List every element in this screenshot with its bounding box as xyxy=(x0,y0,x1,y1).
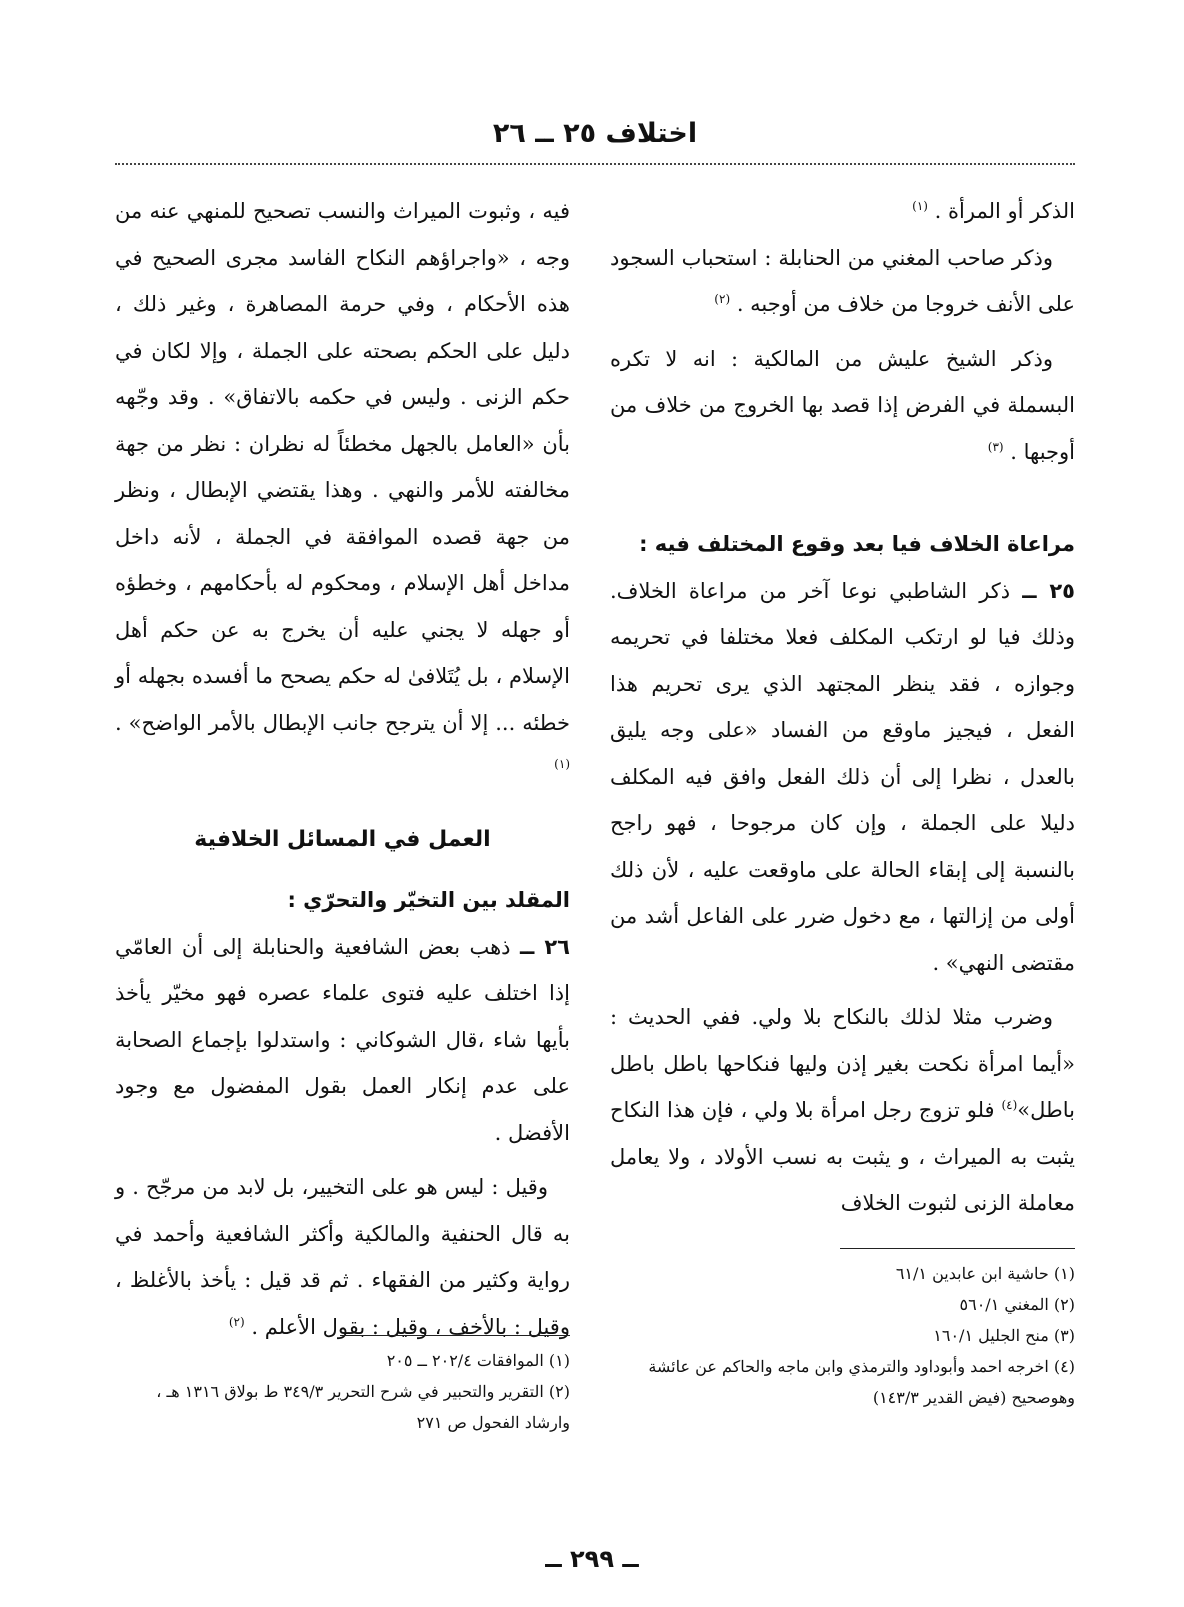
section-heading: مراعاة الخلاف فيا بعد وقوع المختلف فيه : xyxy=(639,532,1075,556)
paragraph xyxy=(115,188,570,793)
paragraph xyxy=(115,924,570,1157)
footnote-ref: (٢) xyxy=(714,292,731,306)
footnotes-left xyxy=(115,1345,570,1438)
paragraph-text: ذهب بعض الشافعية والحنابلة إلى أن العامّي إذا اختلف عليه فتوى علماء عصره فهو مخيّر يأخذ بأيها شاء ،قال الشوكاني : واستدلوا بإجماع الصحابة على عدم إنكار العمل بقول المفضول مع وجود الأفضل . xyxy=(115,934,570,1145)
paragraph-text: ذكر الشاطبي نوعا آخر من مراعاة الخلاف. وذلك فيا لو ارتكب المكلف فعلا مختلفا في تحريمه وجوازه ، فقد ينظر المجتهد الذي يرى تحريم هذا الفعل ، فيجيز ماوقع من الفساد «على وجه يليق بالعدل ، نظرا إلى أن ذلك الفعل وافق فيه المكلف دليلا على الجملة ، وإن كان مرجوحا ، فهو راجح بالنسبة إلى إبقاء الحالة على ماوقعت عليه ، لأن ذلك أولى من إزالتها ، مع دخول ضرر على الفاعل أشد من مقتضى النهي» . xyxy=(610,578,1075,975)
paragraph-text: الذكر أو المرأة . xyxy=(934,199,1075,223)
footnote-ref: (٤) xyxy=(1001,1098,1018,1112)
paragraph-text: وقيل : ليس هو على التخيير، بل لابد من مرجّح . و به قال الحنفية والمالكية وأكثر الشافعية وأحمد في رواية وكثير من الفقهاء . ثم قد قيل : يأخذ بالأغلظ ، وقيل : بالأخف ، وقيل : بقول الأعلم . xyxy=(115,1175,570,1339)
right-column xyxy=(610,188,1075,1227)
footnote: (٤) اخرجه احمد وأبوداود والترمذي وابن ماجه والحاكم عن عائشة وهوصحيح (فيض القدير ١٤٣/٣) xyxy=(648,1357,1075,1407)
footnote-separator xyxy=(340,1335,570,1336)
paragraph-number: ٢٥ ــ xyxy=(1022,578,1075,603)
footnote: (٢) التقرير والتحبير في شرح التحرير ٣٤٩/٣ ط بولاق ١٣١٦ هـ ، وارشاد الفحول ص ٢٧١ xyxy=(156,1382,570,1432)
subsection-heading: المقلد بين التخيّر والتحرّي : xyxy=(287,888,570,912)
page-number: ــ ٢٩٩ ــ xyxy=(545,1545,639,1573)
paragraph-text: فلو تزوج رجل امرأة بلا ولي ، فإن هذا النكاح يثبت به الميراث ، و يثبت به نسب الأولاد ، ولا يعامل معاملة الزنى لثبوت الخلاف xyxy=(610,1098,1075,1215)
footnote-ref: (١) xyxy=(554,757,570,771)
header-dotted-rule xyxy=(115,163,1075,165)
paragraph xyxy=(610,994,1075,1227)
footnote: (١) حاشية ابن عابدين ٦١/١ xyxy=(895,1264,1075,1283)
footnote-ref: (٢) xyxy=(228,1314,245,1329)
footnote-ref: (٣) xyxy=(987,439,1004,454)
footnote-separator xyxy=(840,1248,1075,1249)
paragraph xyxy=(610,235,1075,328)
paragraph-number: ٢٦ ــ xyxy=(519,934,570,959)
paragraph xyxy=(610,336,1075,476)
footnotes-right xyxy=(600,1258,1075,1413)
footnote-ref: (١) xyxy=(912,199,928,213)
paragraph xyxy=(610,188,1075,235)
paragraph-text: وذكر الشيخ عليش من المالكية : انه لا تكره البسملة في الفرض إذا قصد بها الخروج من خلاف من أوجبها . xyxy=(610,346,1075,464)
paragraph-text: وضرب مثلا لذلك بالنكاح بلا ولي. ففي الحديث : «أيما امرأة نكحت بغير إذن وليها فنكاحها باطل باطل باطل» xyxy=(610,1005,1075,1122)
footnote: (١) الموافقات ٢٠٢/٤ ــ ٢٠٥ xyxy=(386,1351,570,1370)
section-title: العمل في المسائل الخلافية xyxy=(194,826,491,852)
paragraph xyxy=(115,1164,570,1350)
running-header: اختلاف ٢٥ ــ ٢٦ xyxy=(492,118,698,149)
left-column xyxy=(115,188,570,1350)
paragraph-text: فيه ، وثبوت الميراث والنسب تصحيح للمنهي عنه من وجه ، «واجراؤهم النكاح الفاسد مجرى الصحيح في هذه الأحكام ، وفي حرمة المصاهرة ، وغير ذلك ، دليل على الحكم بصحته على الجملة ، وإلا لكان في حكم الزنى . وليس في حكمه بالاتفاق» . وقد وجّهه بأن «العامل بالجهل مخطئاً له نظران : نظر من جهة مخالفته للأمر والنهي . وهذا يقتضي الإبطال ، ونظر من جهة قصده الموافقة في الجملة ، لأنه داخل مداخل أهل الإسلام ، ومحكوم له بأحكامهم ، وخطؤه أو جهله لا يجني عليه أن يخرج به عن حكم أهل الإسلام ، بل يُتَلافىٰ له حكم يصحح ما أفسده بجهله أو خطئه ... إلا أن يترجح جانب الإبطال بالأمر الواضح» . xyxy=(115,199,570,735)
footnote: (٢) المغني ٥٦٠/١ xyxy=(959,1295,1075,1314)
paragraph-text: وذكر صاحب المغني من الحنابلة : استحباب السجود على الأنف خروجا من خلاف من أوجبه . xyxy=(610,245,1075,316)
footnote: (٣) منح الجليل ١٦٠/١ xyxy=(933,1326,1075,1345)
paragraph xyxy=(610,568,1075,987)
